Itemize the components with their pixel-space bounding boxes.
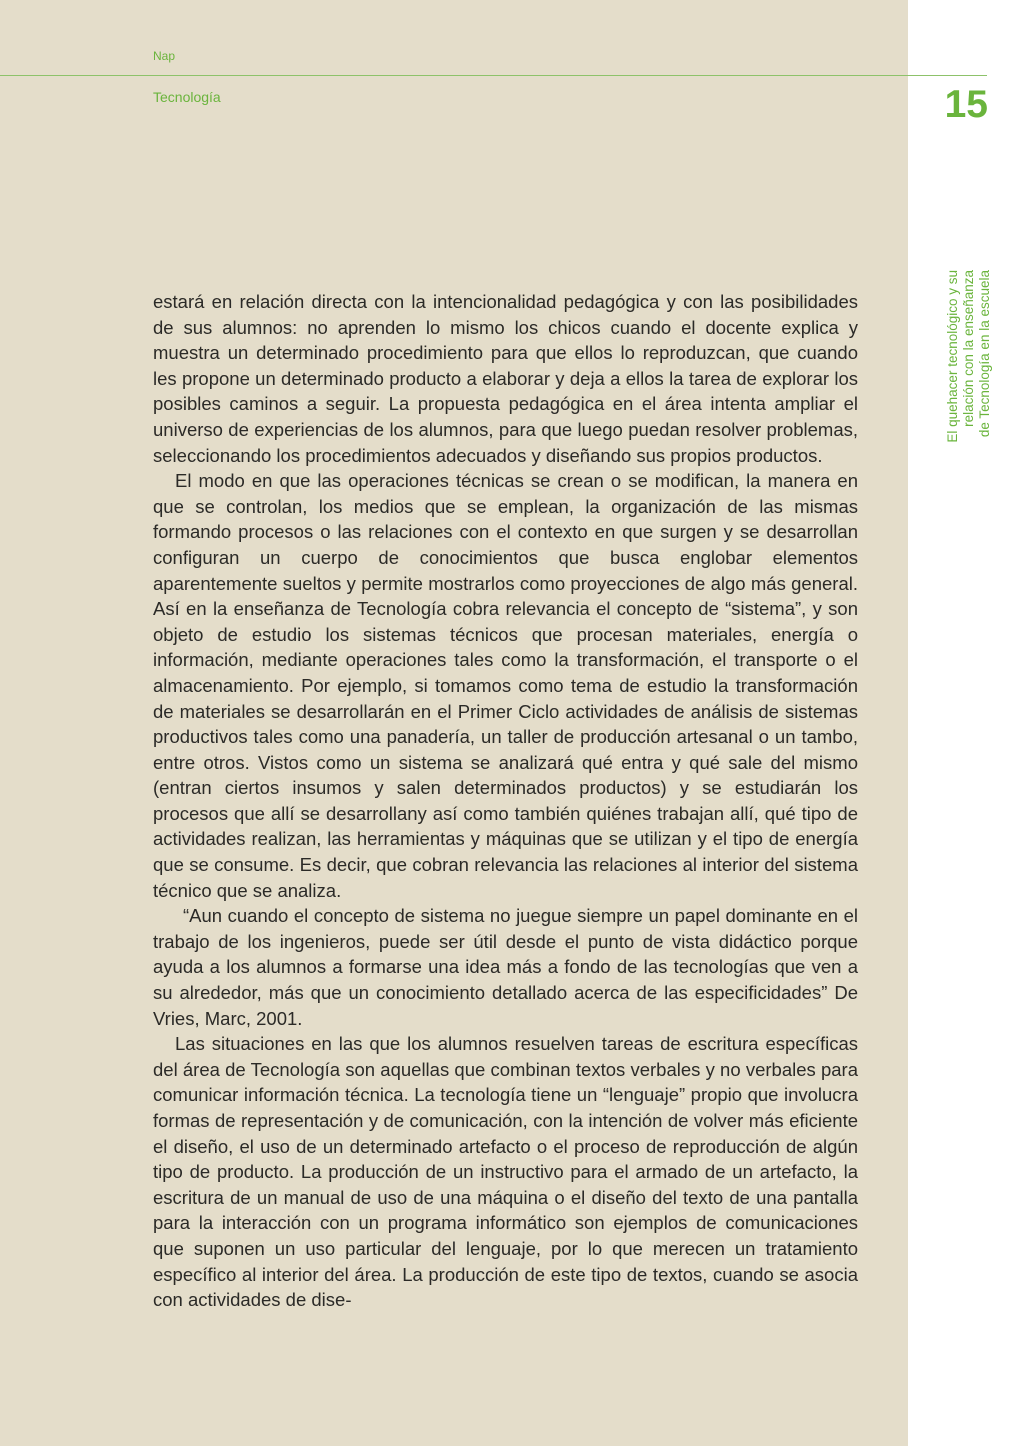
paragraph-systems-concept: El modo en que las operaciones técnicas se crean o se modifican, la manera en que se controlan, los medios que se emplean, la organización de las mismas formando procesos o las relaciones con el contexto en que surgen y se desarrollan configuran un cuerpo de conocimientos que busca englobar elementos aparentemente sueltos y permite mostrarlos como proyecciones de algo más general. Así en la enseñanza de Tecnología cobra relevancia el concepto de “sistema”, y son objeto de estudio los sistemas técnicos que procesan materiales, energía o información, mediante operaciones tales como la transformación, el transporte o el almacenamiento. Por ejemplo, si tomamos como tema de estudio la transformación de materiales se desarrollarán en el Primer Ciclo actividades de análisis de sistemas productivos tales como una panadería, un taller de producción artesanal o un tambo, entre otros. Vistos como un sistema se analizará qué entra y qué sale del mismo (entran ciertos insumos y salen determinados productos) y se estudiarán los procesos que allí se desarrollany así como también quiénes trabajan allí, qué tipo de actividades realizan, las herramientas y máquinas que se utilizan y el tipo de energía que se consume. Es decir, que cobran relevancia las relaciones al interior del sistema técnico que se analiza. xyxy=(153,470,858,901)
header-divider xyxy=(0,75,987,76)
chapter-title-line-3: de Tecnología en la escuela xyxy=(977,270,992,438)
body-text xyxy=(153,289,858,1313)
paragraph-continuation: estará en relación directa con la intencionalidad pedagógica y con las posibilidades de sus alumnos: no aprenden lo mismo los chicos cuando el docente explica y muestra un determinado procedimiento para que ellos lo reproduzcan, que cuando les propone un determinado producto a elaborar y deja a ellos la tarea de explorar los posibles caminos a seguir. La propuesta pedagógica en el área intenta ampliar el universo de experiencias de los alumnos, para que luego puedan resolver problemas, seleccionando los procedimientos adecuados y diseñando sus propios productos. xyxy=(153,291,858,466)
chapter-title-line-2: relación con la enseñanza xyxy=(961,270,976,427)
running-header-label: Nap xyxy=(153,49,176,63)
paragraph-writing-tasks: Las situaciones en las que los alumnos resuelven tareas de escritura específicas del área de Tecnología son aquellas que combinan textos verbales y no verbales para comunicar información técnica. La tecnología tiene un “lenguaje” propio que involucra formas de representación y de comunicación, con la intención de volver más eficiente el diseño, el uso de un determinado artefacto o el proceso de reproducción de algún tipo de producto. La producción de un instructivo para el armado de un artefacto, la escritura de un manual de uso de una máquina o el diseño del texto de una pantalla para la interacción con un programa informático son ejemplos de comunicaciones que suponen un uso particular del lenguaje, por lo que merecen un tratamiento específico al interior del área. La producción de este tipo de textos, cuando se asocia con actividades de dise- xyxy=(153,1033,858,1311)
section-label: Tecnología xyxy=(153,89,221,105)
side-panel xyxy=(908,0,1024,1446)
vertical-chapter-title xyxy=(945,270,993,500)
paragraph-quote: “Aun cuando el concepto de sistema no juegue siempre un papel dominante en el trabajo de los ingenieros, puede ser útil desde el punto de vista didáctico porque ayuda a los alumnos a formarse una idea más a fondo de las tecnologías que ven a su alrededor, más que un conocimiento detallado acerca de las especificidades” De Vries, Marc, 2001. xyxy=(153,905,858,1029)
chapter-title-line-1: El quehacer tecnológico y su xyxy=(945,270,960,443)
page-number: 15 xyxy=(944,83,988,126)
